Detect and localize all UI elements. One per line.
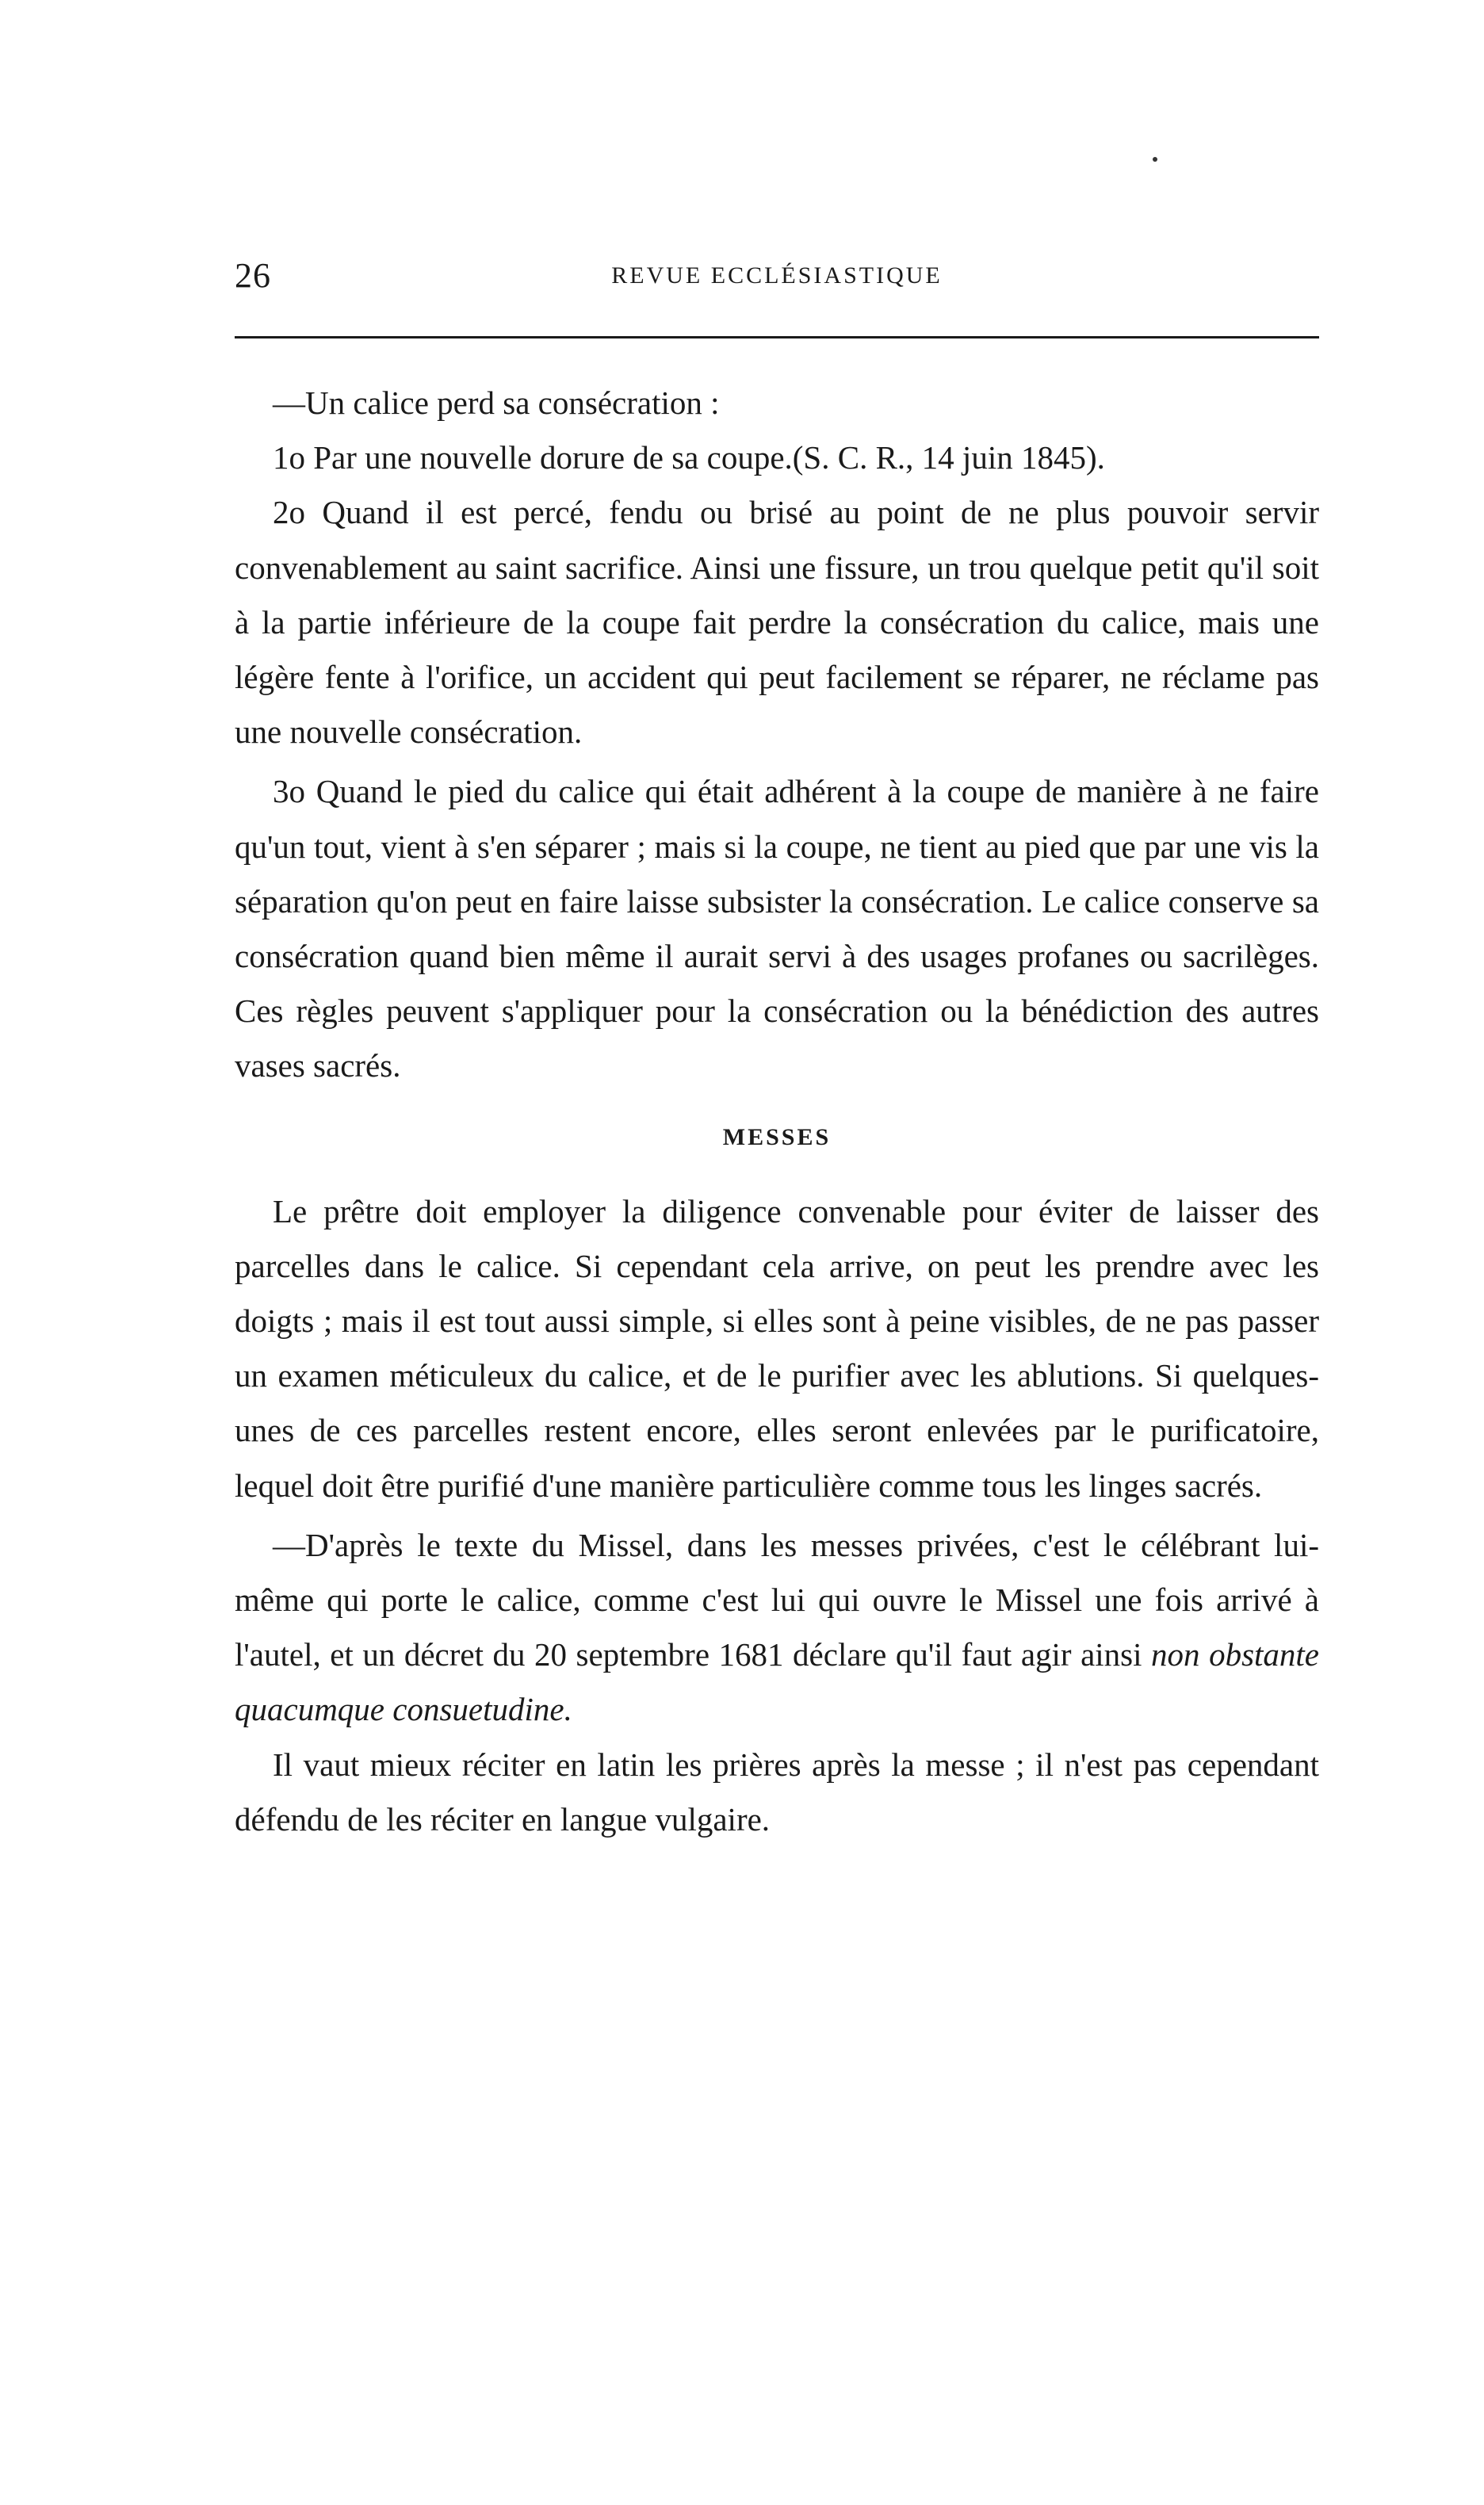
paragraph-decree xyxy=(235,1518,1319,1738)
paragraph-item-1: 1o Par une nouvelle dorure de sa coupe.(S. C. R., 14 juin 1845). xyxy=(273,439,1105,476)
paragraph-prayers: Il vaut mieux réciter en latin les prières après la messe ; il n'est pas cependant défendu de les réciter en langue vulgaire. xyxy=(235,1746,1319,1838)
paragraph-parcelles: Le prêtre doit employer la diligence convenable pour éviter de laisser des parcelles dans le calice. Si cependant cela arrive, on peut les prendre avec les doigts ; mais il est tout aussi simple, si elles sont à peine visibles, de ne pas passer un examen méticuleux du calice, et de le purifier avec les ablutions. Si quelques-unes de ces parcelles restent encore, elles seront enlevées par le purificatoire, lequel doit être purifié d'une manière particulière comme tous les linges sacrés. xyxy=(235,1192,1319,1504)
latin-phrase: non obstante quacumque consuetudine. xyxy=(235,1636,1319,1728)
print-speck xyxy=(1153,157,1157,162)
paragraph-intro: —Un calice perd sa consécration : xyxy=(273,384,720,421)
body-text xyxy=(235,376,1319,1847)
decree-text: —D'après le texte du Missel, dans les messes privées, c'est le célébrant lui-même qui porte le calice, comme c'est lui qui ouvre le Missel une fois arrivé à l'autel, et un décret du 20 septembre 1681 déclare qu'il faut agir ainsi xyxy=(235,1526,1319,1673)
header-rule xyxy=(235,336,1319,338)
journal-title: REVUE ECCLÉSIASTIQUE xyxy=(611,262,943,289)
page-number: 26 xyxy=(235,256,271,295)
paragraph-item-2: 2o Quand il est percé, fendu ou brisé au point de ne plus pouvoir servir convenablement au saint sacrifice. Ainsi une fissure, un trou quelque petit qu'il soit à la partie inférieure de la coupe fait perdre la consécration du calice, mais une légère fente à l'orifice, un accident qui peut facilement se réparer, ne réclame pas une nouvelle consécration. xyxy=(235,494,1319,751)
running-head xyxy=(235,252,1319,300)
section-heading-messes: MESSES xyxy=(722,1123,832,1150)
paragraph-item-3: 3o Quand le pied du calice qui était adhérent à la coupe de manière à ne faire qu'un tout, vient à s'en séparer ; mais si la coupe, ne tient au pied que par une vis la séparation qu'on peut en faire laisse subsister la consécration. Le calice conserve sa consécration quand bien même il aurait servi à des usages profanes ou sacrilèges. Ces règles peuvent s'appliquer pour la consécration ou la bénédiction des autres vases sacrés. xyxy=(235,773,1319,1084)
